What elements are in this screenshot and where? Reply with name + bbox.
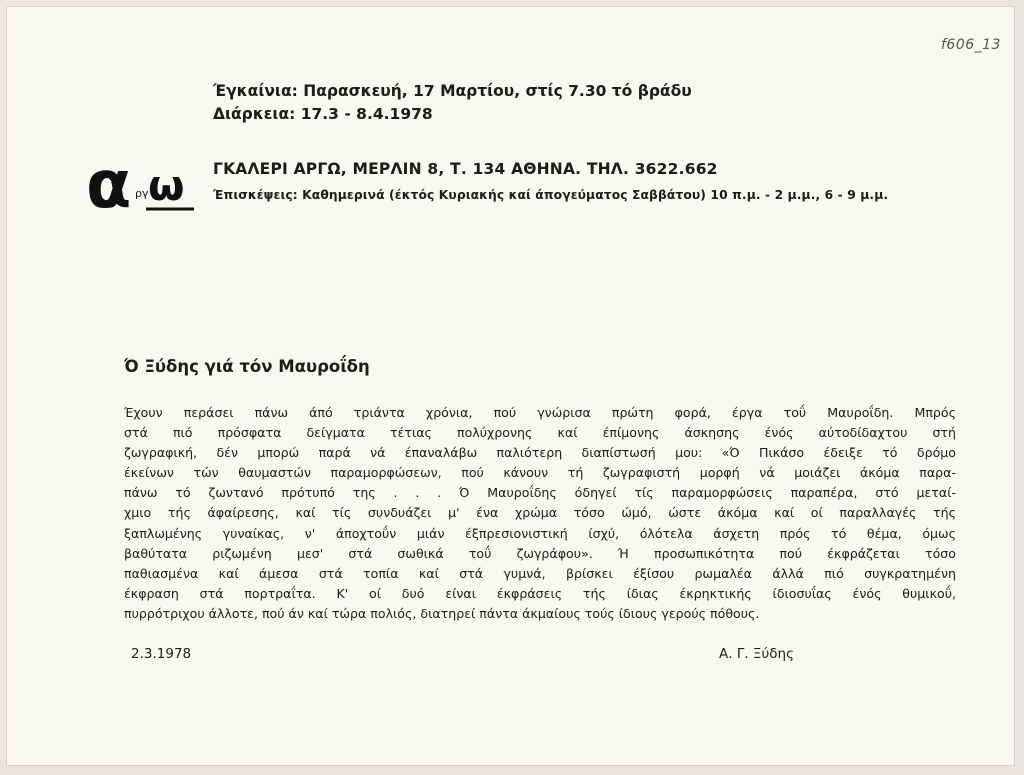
- article-paragraph: [124, 403, 956, 624]
- opening-label: Έγκαίνια: [213, 82, 292, 100]
- event-details: [213, 80, 692, 126]
- article-line: έκφραση στά πορτραΐτα. Κ' οί δυό είναι έκφράσεις τής ίδιας έκρηκτικής ίδιοσυΐας ένός θυμικοΰ,: [124, 585, 956, 601]
- article-line: βαθύτατα ριζωμένη μεσ' στά σωθικά τοΰ ζωγράφου». Ή προσωπικότητα πού έκφράζεται τόσο: [124, 545, 956, 561]
- author-signature: Α. Γ. Ξύδης: [719, 646, 795, 662]
- argo-logo: [86, 153, 198, 215]
- article-line: πυρρότριχου άλλοτε, πού άν καί τώρα πολιός, διατηρεί πάντα άκμαίους τούς ίδιους γερούς πόθους.: [124, 605, 760, 621]
- article-line: Έχουν περάσει πάνω άπό τριάντα χρόνια, πού γνώρισα πρώτη φορά, έργα τοΰ Μαυροΐδη. Μπρός: [124, 405, 956, 420]
- article-line: στά πιό πρόσφατα δείγματα τέτιας πολύχρονης καί έπίμονης άσκησης ένός αύτοδίδαχτου στή: [124, 425, 956, 441]
- gallery-address: ΓΚΑΛΕΡΙ ΑΡΓΩ, ΜΕΡΛΙΝ 8, Τ. 134 ΑΘΗΝΑ. ΤΗΛ. 3622.662: [213, 160, 718, 178]
- invitation-card: [6, 6, 1015, 766]
- article-line: ζωγραφική, δέν μπορώ παρά νά έπαναλάβω παλιότερη διαπίστωσή μου: «Ό Πικάσο έδειξε τό δρόμο: [124, 445, 956, 461]
- article-title: Ό Ξύδης γιά τόν Μαυροΐδη: [124, 357, 370, 376]
- logo-alpha: α: [86, 153, 132, 215]
- article-date: 2.3.1978: [131, 646, 192, 662]
- logo-omega: ω: [148, 161, 185, 210]
- duration-line: Διάρκεια: 17.3 - 8.4.1978: [213, 105, 433, 123]
- article-line: παθιασμένα καί άμεσα στά τοπία καί στά γυμνά, βρίσκει έξίσου ρωμαλέα άλλά πιό συγκρατημένη: [124, 565, 956, 581]
- opening-line: Έγκαίνια: Παρασκευή, 17 Μαρτίου, στίς 7.30 τό βράδυ: [213, 82, 692, 100]
- visiting-hours: Έπισκέψεις: Καθημερινά (έκτός Κυριακής καί άπογεύματος Σαββάτου) 10 π.μ. - 2 μ.μ., 6 - 9 μ.μ.: [213, 188, 889, 202]
- archive-code: f606_13: [941, 37, 1001, 53]
- logo-subscript: ργ: [135, 187, 149, 200]
- duration-text: 17.3 - 8.4.1978: [300, 105, 433, 123]
- article-line: χμιο τής άφαίρεσης, καί τίς συνδυάζει μ' ένα χρώμα τόσο ώμό, ώστε άκόμα καί οί παραλλαγές τής: [124, 505, 956, 521]
- article-line: ξαπλωμένης γυναίκας, ν' άποχτοΰν μιάν έξπρεσιονιστική ίσχύ, όλότελα άσχετη πρός τό θέμα, όμως: [124, 525, 956, 541]
- article-body: [124, 403, 956, 624]
- opening-text: Παρασκευή, 17 Μαρτίου, στίς 7.30 τό βράδυ: [303, 82, 692, 100]
- article-line: έκείνων τών θαυμαστών παραμορφώσεων, πού κάνουν τή ζωγραφιστή μορφή νά μοιάζει άκόμα παρα-: [124, 465, 956, 481]
- article-line: πάνω τό ζωντανό πρότυπό της . . . Ό Μαυροΐδης όδηγεί τίς παραμορφώσεις παραπέρα, στό μεταί-: [124, 485, 956, 501]
- duration-label: Διάρκεια: [213, 105, 290, 123]
